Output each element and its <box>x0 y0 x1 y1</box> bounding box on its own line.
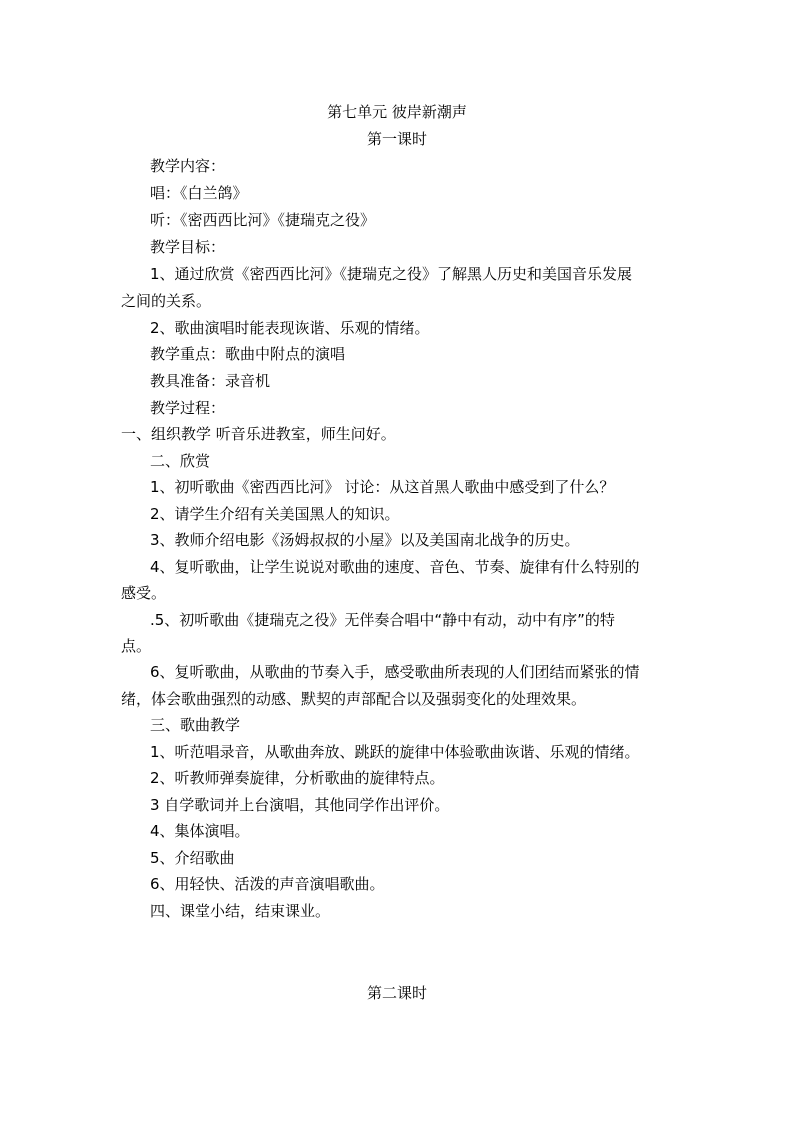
step3-item-6: 6、用轻快、活泼的声音演唱歌曲。 <box>150 875 385 893</box>
step3-item-4: 4、集体演唱。 <box>150 822 250 840</box>
lesson1-heading: 第一课时 <box>366 130 427 148</box>
goals-label: 教学目标： <box>150 238 226 256</box>
step3-label: 三、歌曲教学 <box>150 716 241 734</box>
step2-item-6-line2: 绪，体会歌曲强烈的动感、默契的声部配合以及强弱变化的处理效果。 <box>121 690 587 708</box>
sing-item: 唱：《白兰鸽》 <box>150 184 248 202</box>
step2-item-4-line1: 4、复听歌曲，让学生说说对歌曲的速度、音色、节奏、旋律有什么特别的 <box>150 558 640 576</box>
lesson2-heading: 第二课时 <box>366 984 427 1002</box>
listen-item: 听：《密西西比河》《捷瑞克之役》 <box>150 211 376 229</box>
step2-item-1: 1、初听歌曲《密西西比河》 讨论：从这首黑人歌曲中感受到了什么？ <box>150 478 615 496</box>
step4: 四、课堂小结，结束课业。 <box>150 902 331 920</box>
process-label: 教学过程： <box>150 399 226 417</box>
teaching-focus: 教学重点：歌曲中附点的演唱 <box>150 345 346 363</box>
goal1-line2: 之间的关系。 <box>121 292 212 310</box>
step3-item-3: 3 自学歌词并上台演唱，其他同学作出评价。 <box>150 796 450 814</box>
step2-item-5-line2: 点。 <box>121 637 152 655</box>
goal1-line1: 1、通过欣赏《密西西比河》《捷瑞克之役》了解黑人历史和美国音乐发展 <box>150 265 633 283</box>
step3-item-5: 5、介绍歌曲 <box>150 849 235 867</box>
content-label: 教学内容： <box>150 157 226 175</box>
step3-item-2: 2、听教师弹奏旋律，分析歌曲的旋律特点。 <box>150 769 445 787</box>
teaching-tools: 教具准备：录音机 <box>150 372 271 390</box>
step2-label: 二、欣赏 <box>150 452 211 470</box>
step2-item-2: 2、请学生介绍有关美国黑人的知识。 <box>150 505 400 523</box>
step2-item-5-line1: .5、初听歌曲《捷瑞克之役》无伴奏合唱中“静中有动，动中有序”的特 <box>150 611 615 629</box>
step1: 一、组织教学 听音乐进教室，师生问好。 <box>121 425 396 443</box>
goal2: 2、歌曲演唱时能表现诙谐、乐观的情绪。 <box>150 319 430 337</box>
step2-item-6-line1: 6、复听歌曲，从歌曲的节奏入手，感受歌曲所表现的人们团结而紧张的情 <box>150 663 640 681</box>
step3-item-1: 1、听范唱录音，从歌曲奔放、跳跃的旋律中体验歌曲诙谐、乐观的情绪。 <box>150 743 640 761</box>
step2-item-4-line2: 感受。 <box>121 584 167 602</box>
unit-title: 第七单元 彼岸新潮声 <box>327 103 467 121</box>
step2-item-3: 3、教师介绍电影《汤姆叔叔的小屋》以及美国南北战争的历史。 <box>150 531 580 549</box>
